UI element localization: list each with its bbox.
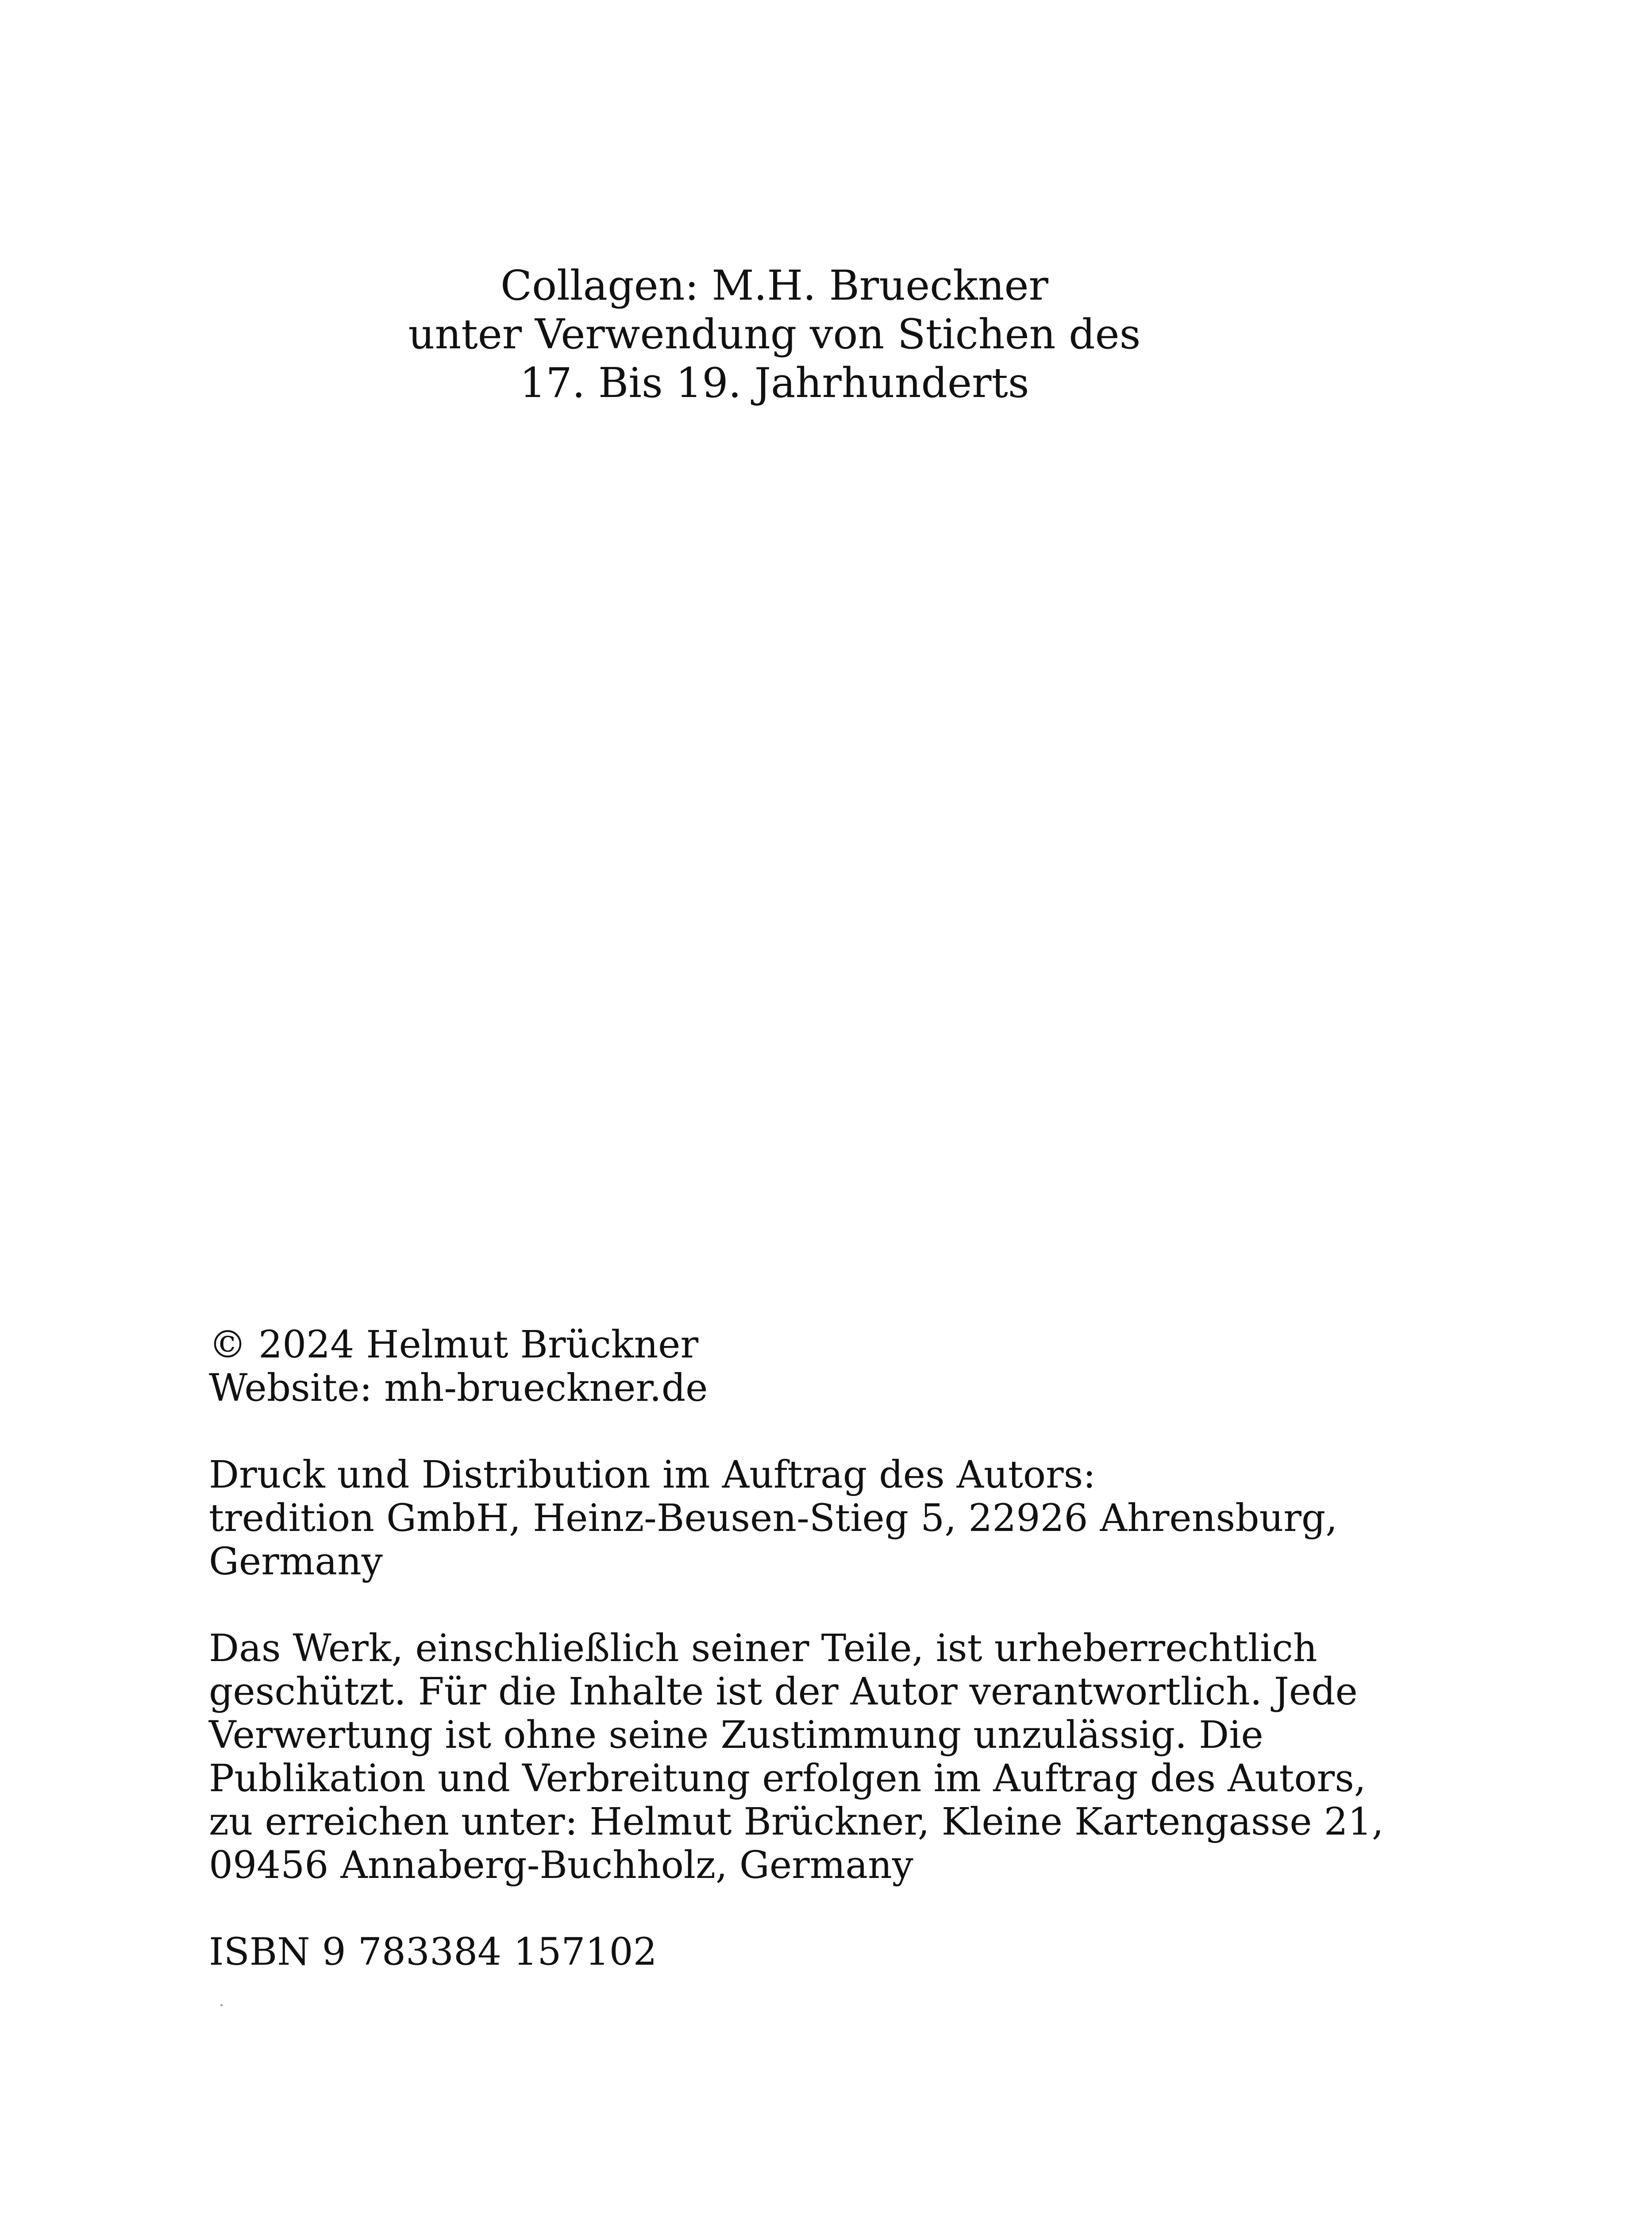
copyright-block	[209, 1323, 1536, 1410]
credits-line-3: 17. Bis 19. Jahrhunderts	[520, 359, 1029, 407]
isbn-block	[209, 1931, 1536, 1974]
rights-line-6: 09456 Annaberg-Buchholz, Germany	[209, 1843, 913, 1887]
collage-credits	[0, 261, 1549, 407]
print-line-3: Germany	[209, 1540, 383, 1584]
rights-line-3: Verwertung ist ohne seine Zustimmung unzulässig. Die	[209, 1713, 1263, 1757]
print-line-1: Druck und Distribution im Auftrag des Autors:	[209, 1453, 1096, 1497]
credits-line-2: unter Verwendung von Stichen des	[408, 310, 1141, 358]
copyright-line: © 2024 Helmut Brückner	[209, 1323, 699, 1367]
rights-line-5: zu erreichen unter: Helmut Brückner, Kleine Kartengasse 21,	[209, 1800, 1384, 1844]
rights-notice-block	[209, 1627, 1536, 1887]
print-line-2: tredition GmbH, Heinz-Beusen-Stieg 5, 22926 Ahrensburg,	[209, 1496, 1338, 1540]
print-distribution-block	[209, 1453, 1536, 1584]
credits-line-1: Collagen: M.H. Brueckner	[500, 262, 1049, 309]
isbn: ISBN 9 783384 157102	[209, 1930, 657, 1974]
website-line: Website: mh-brueckner.de	[209, 1366, 708, 1410]
speck-mark	[220, 2004, 223, 2006]
rights-line-1: Das Werk, einschließlich seiner Teile, ist urheberrechtlich	[209, 1627, 1317, 1670]
rights-line-2: geschützt. Für die Inhalte ist der Autor verantwortlich. Jede	[209, 1670, 1358, 1714]
imprint	[209, 1323, 1536, 1974]
rights-line-4: Publikation und Verbreitung erfolgen im Auftrag des Autors,	[209, 1757, 1366, 1800]
